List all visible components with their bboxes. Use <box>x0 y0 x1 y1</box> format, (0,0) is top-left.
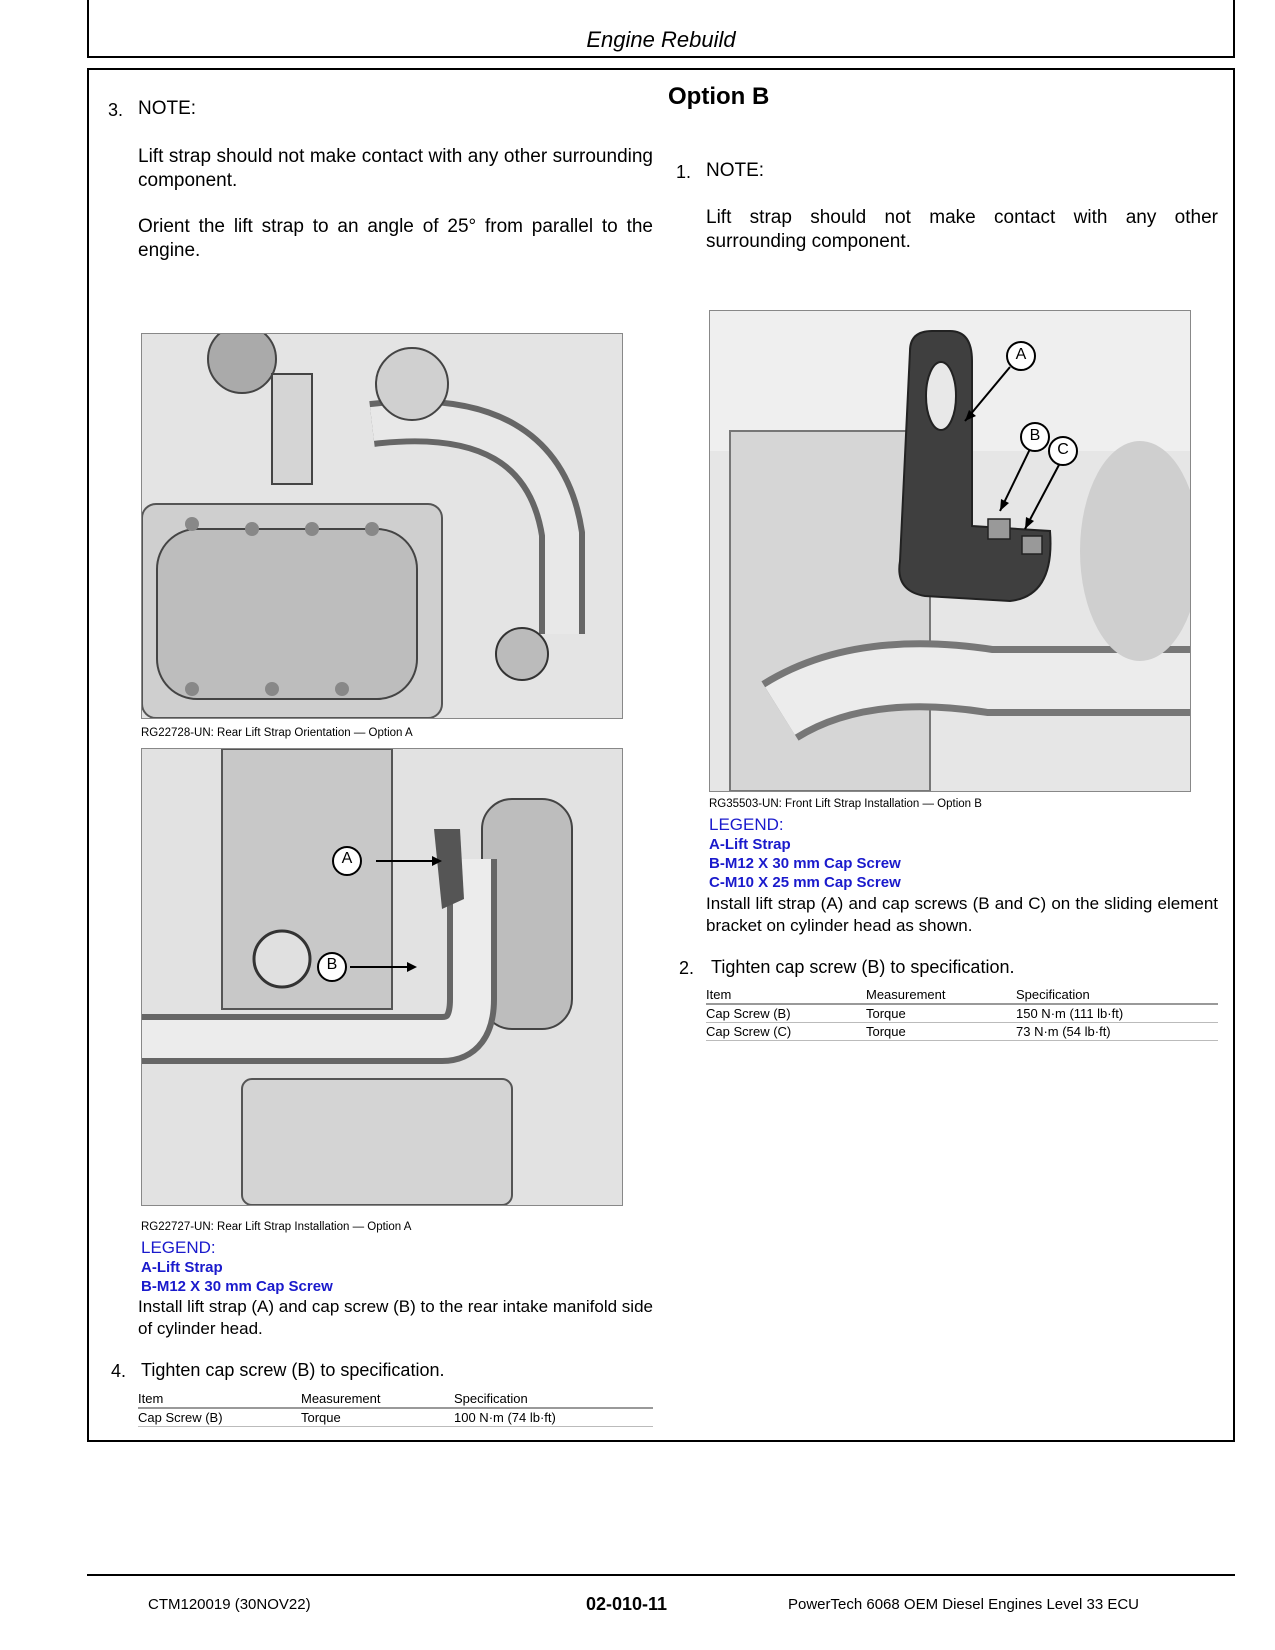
spec-cell: 73 N·m (54 lb·ft) <box>1016 1023 1218 1041</box>
spec-header-item: Item <box>138 1390 301 1408</box>
spec-header-specification: Specification <box>1016 986 1218 1004</box>
spec-cell: 100 N·m (74 lb·ft) <box>454 1408 653 1427</box>
step-2-number: 2. <box>679 958 695 978</box>
footer-manual-title: PowerTech 6068 OEM Diesel Engines Level 33 ECU <box>788 1596 1140 1613</box>
step-4-text: Tighten cap screw (B) to specification. <box>141 1360 445 1380</box>
engine-illustration-1 <box>142 334 622 718</box>
spec-header-row <box>138 1390 653 1408</box>
step-4-number: 4. <box>111 1361 127 1381</box>
spec-cell: Torque <box>301 1408 454 1427</box>
page-header-title: Engine Rebuild <box>586 27 736 52</box>
callout-b: B <box>326 956 338 973</box>
engine-illustration-3 <box>710 311 1190 791</box>
step-2-text: Tighten cap screw (B) to specification. <box>711 957 1015 977</box>
footer-page-number: 02-010-11 <box>586 1594 668 1614</box>
engine-illustration-2 <box>142 749 622 1205</box>
legend-item-b: B-M12 X 30 mm Cap Screw <box>709 855 901 872</box>
legend-item-a: A-Lift Strap <box>709 836 791 853</box>
spec-header-measurement: Measurement <box>301 1390 454 1408</box>
footer-document-id: CTM120019 (30NOV22) <box>148 1596 311 1613</box>
legend-item-b: B-M12 X 30 mm Cap Screw <box>141 1278 333 1295</box>
legend-item-a: A-Lift Strap <box>141 1259 223 1276</box>
figure-rear-lift-strap-orientation <box>141 333 623 719</box>
spec-header-item: Item <box>706 986 866 1004</box>
callout-a: A <box>341 850 353 867</box>
step-1-note-text: Lift strap should not make contact with any other surrounding component. <box>706 207 1218 252</box>
figure-rear-lift-strap-installation <box>141 748 623 1206</box>
legend-title-left: LEGEND: <box>141 1238 216 1257</box>
spec-table-right <box>706 986 1218 1041</box>
table-row <box>706 1004 1218 1023</box>
spec-header-specification: Specification <box>454 1390 653 1408</box>
step-3-orientation-text: Orient the lift strap to an angle of 25° from parallel to the engine. <box>138 216 653 261</box>
spec-cell: Torque <box>866 1023 1016 1041</box>
spec-table-left <box>138 1390 653 1427</box>
table-row <box>706 1023 1218 1041</box>
callout-b: B <box>1029 427 1041 444</box>
spec-header-measurement: Measurement <box>866 986 1016 1004</box>
callout-a: A <box>1015 346 1027 363</box>
install-text-left: Install lift strap (A) and cap screw (B) to the rear intake manifold side of cylinder head. <box>138 1297 653 1338</box>
step-3-number: 3. <box>108 100 124 120</box>
figure-2-caption: RG22727-UN: Rear Lift Strap Installation — Option A <box>141 1221 412 1233</box>
figure-1-caption: RG22728-UN: Rear Lift Strap Orientation — Option A <box>141 727 413 739</box>
spec-cell: Cap Screw (B) <box>138 1408 301 1427</box>
figure-3-caption: RG35503-UN: Front Lift Strap Installation — Option B <box>709 798 982 810</box>
spec-cell: Cap Screw (B) <box>706 1004 866 1023</box>
step-3-note-text: Lift strap should not make contact with any other surrounding component. <box>138 146 653 191</box>
install-text-right: Install lift strap (A) and cap screws (B and C) on the sliding element bracket on cylinder head as shown. <box>706 894 1218 935</box>
footer-rule <box>87 1574 1235 1576</box>
spec-cell: Cap Screw (C) <box>706 1023 866 1041</box>
callout-c: C <box>1057 441 1069 458</box>
table-row <box>138 1408 653 1427</box>
step-1-number: 1. <box>676 162 692 182</box>
step-3-note-label: NOTE: <box>138 98 197 119</box>
legend-title-right: LEGEND: <box>709 815 784 834</box>
spec-cell: 150 N·m (111 lb·ft) <box>1016 1004 1218 1023</box>
legend-item-c: C-M10 X 25 mm Cap Screw <box>709 874 901 891</box>
spec-cell: Torque <box>866 1004 1016 1023</box>
step-1-note-label: NOTE: <box>706 160 765 181</box>
figure-front-lift-strap-installation <box>709 310 1191 792</box>
option-b-title: Option B <box>668 83 770 110</box>
spec-header-row <box>706 986 1218 1004</box>
